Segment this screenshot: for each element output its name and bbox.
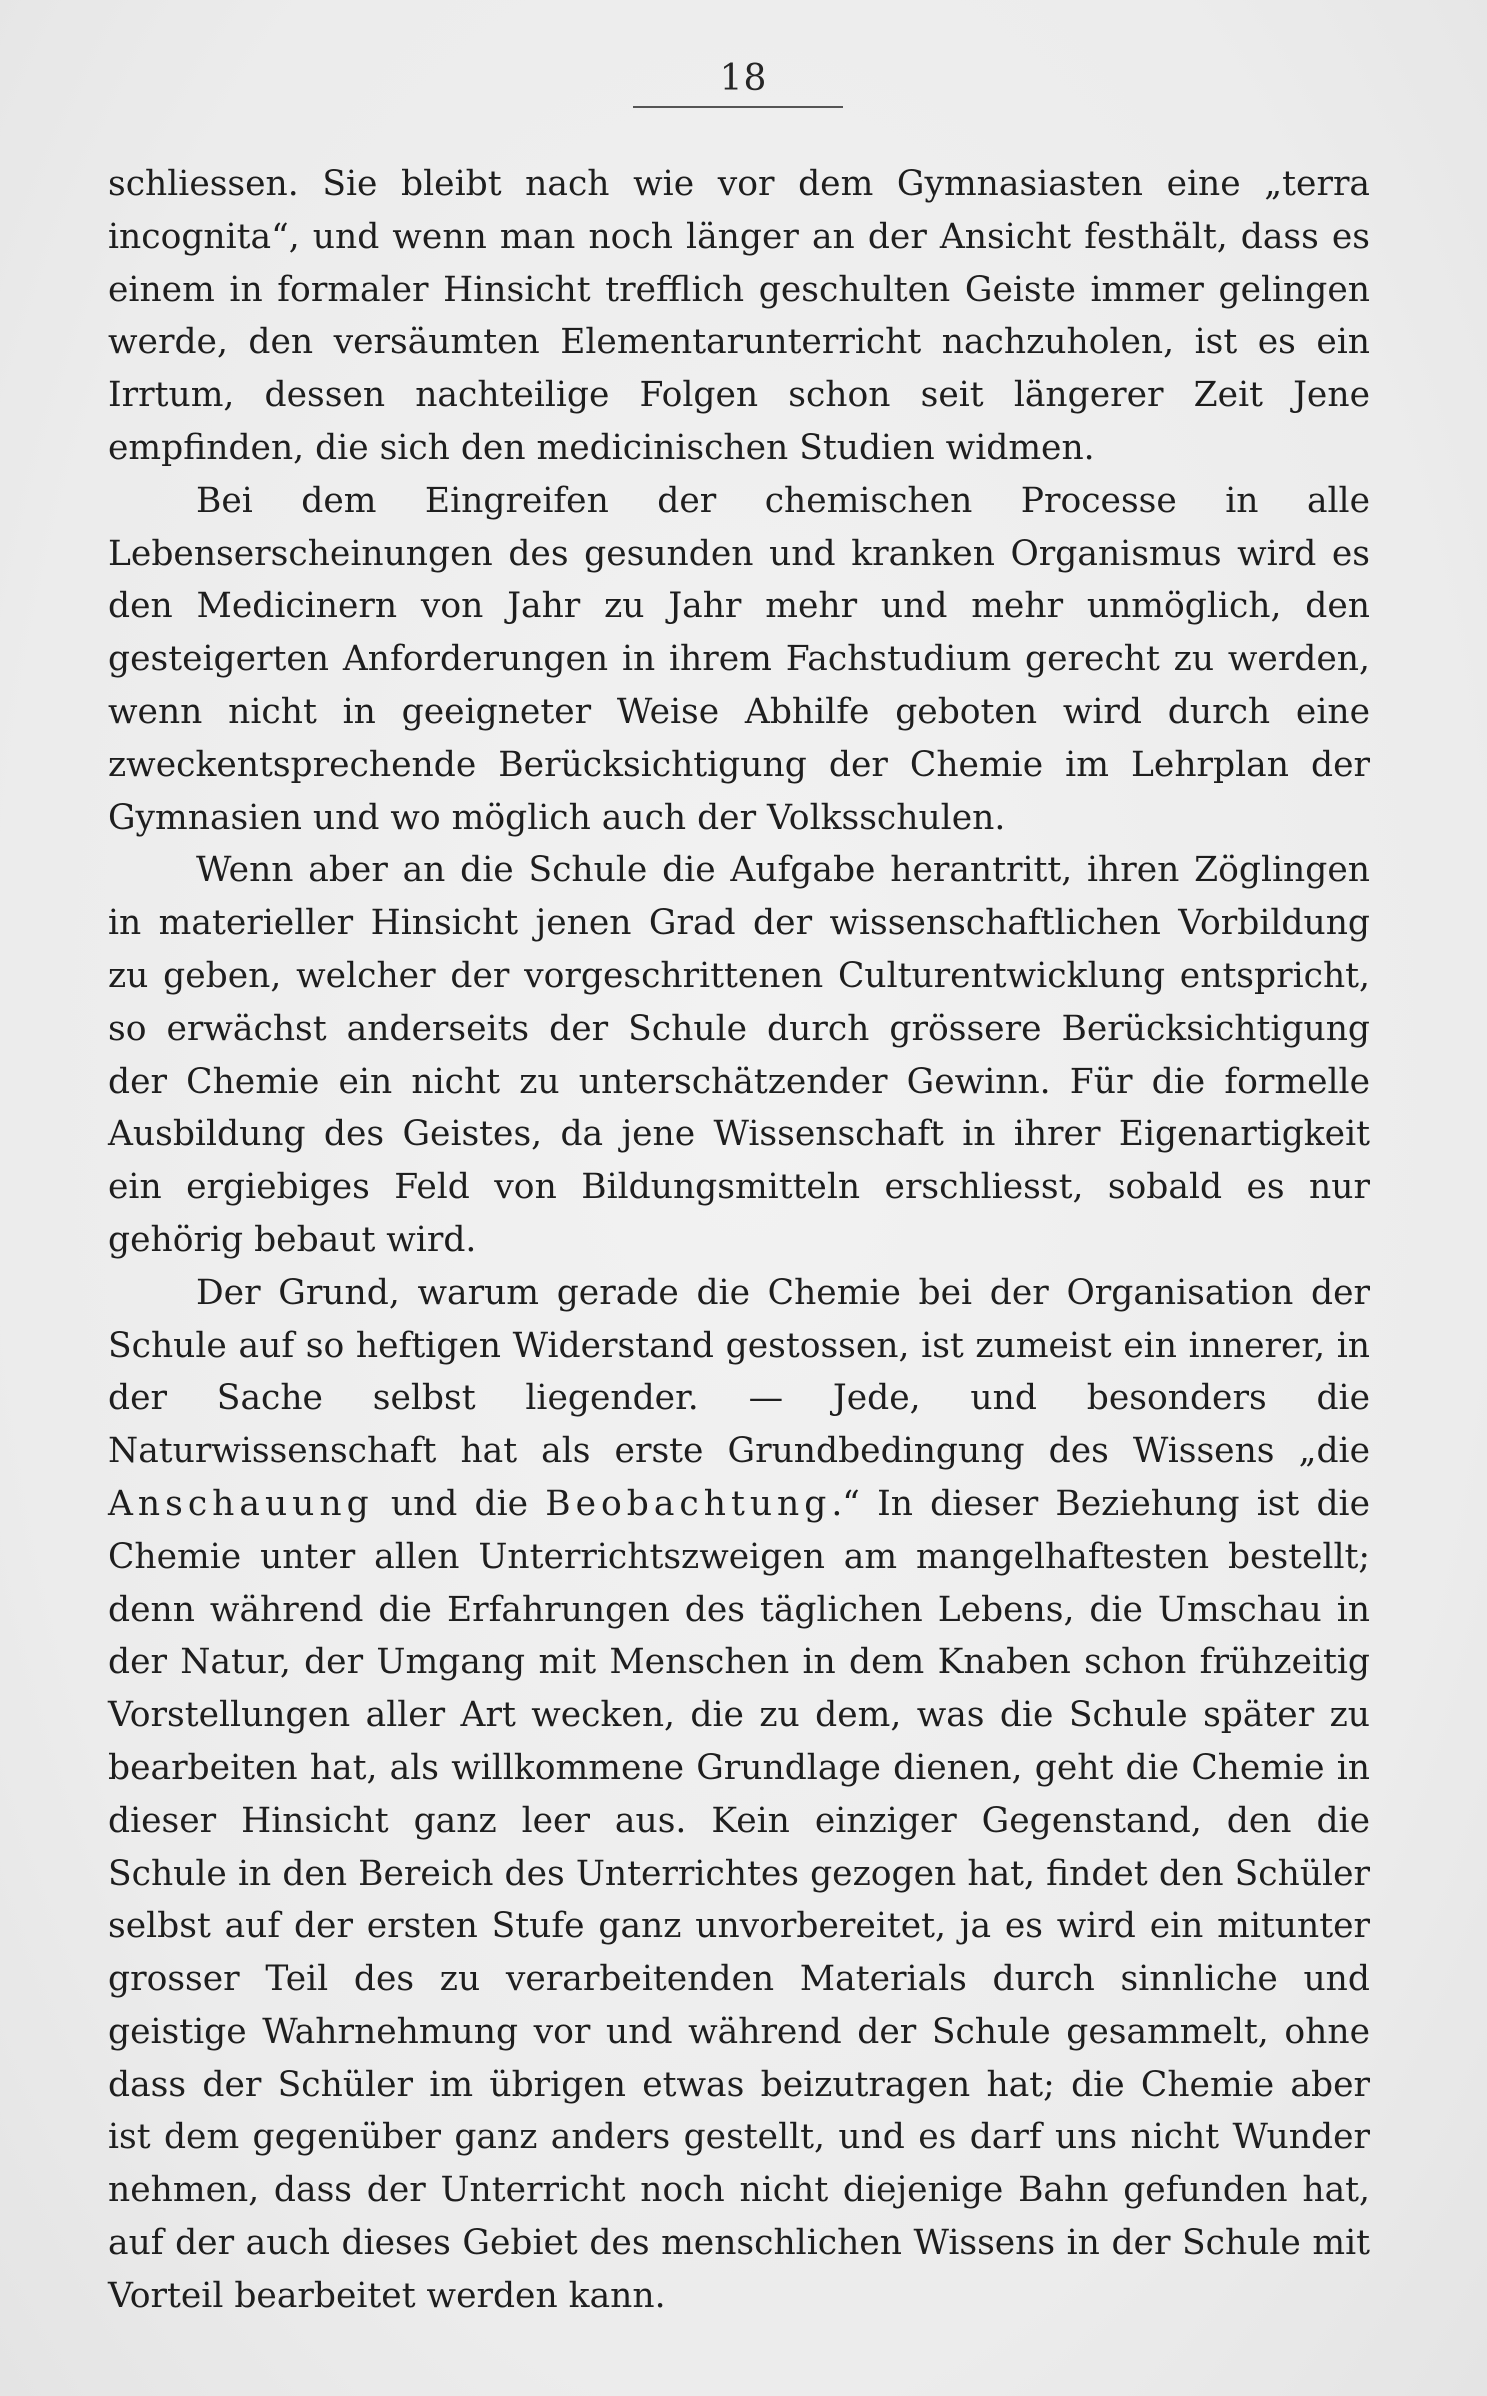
paragraph-4-text-middle: und die: [373, 1483, 546, 1524]
header-rule: [633, 106, 843, 108]
paragraph-3: Wenn aber an die Schule die Aufgabe herantritt, ihren Zöglingen in materieller Hinsicht jenen Grad der wissenschaftlichen Vorbildung zu geben, welcher der vorgeschrittenen Culturentwicklung entspricht, so erwächst anderseits der Schule durch grössere Berücksichtigung der Chemie ein nicht zu unterschätzender Gewinn. Für die formelle Ausbildung des Geistes, da jene Wissenschaft in ihrer Eigenartigkeit ein ergiebiges Feld von Bildungsmitteln erschliesst, sobald es nur gehörig bebaut wird.: [108, 850, 1370, 1260]
paragraph-4-text-before: Der Grund, warum gerade die Chemie bei der Organisation der Schule auf so heftigen Widerstand gestossen, ist zumeist ein innerer, in der Sache selbst liegender. — Jede, und besonders die Naturwissenschaft hat als erste Grundbedingung des Wissens „die: [108, 1272, 1370, 1472]
spaced-term-anschauung: Anschauung: [108, 1483, 374, 1524]
body-text: [108, 158, 1370, 2323]
paragraph-4: [108, 1267, 1370, 2323]
spaced-term-beobachtung: Beobachtung: [545, 1483, 832, 1524]
paragraph-1: schliessen. Sie bleibt nach wie vor dem Gymnasiasten eine „terra incognita“, und wenn man noch länger an der Ansicht festhält, dass es einem in formaler Hinsicht trefflich geschulten Geiste immer gelingen werde, den versäumten Elementarunterricht nachzuholen, ist es ein Irrtum, dessen nachteilige Folgen schon seit längerer Zeit Jene empfinden, die sich den medicinischen Studien widmen.: [108, 164, 1370, 468]
paragraph-2: Bei dem Eingreifen der chemischen Processe in alle Lebenserscheinungen des gesunden und kranken Organismus wird es den Medicinern von Jahr zu Jahr mehr und mehr unmöglich, den gesteigerten Anforderungen in ihrem Fachstudium gerecht zu werden, wenn nicht in geeigneter Weise Abhilfe geboten wird durch eine zweckentsprechende Berücksichtigung der Chemie im Lehrplan der Gymnasien und wo möglich auch der Volksschulen.: [108, 480, 1370, 838]
paragraph-4-text-after: .“ In dieser Beziehung ist die Chemie unter allen Unterrichtszweigen am mangelhaftesten bestellt; denn während die Erfahrungen des täglichen Lebens, die Umschau in der Natur, der Umgang mit Menschen in dem Knaben schon frühzeitig Vorstellungen aller Art wecken, die zu dem, was die Schule später zu bearbeiten hat, als willkommene Grundlage dienen, geht die Chemie in dieser Hinsicht ganz leer aus. Kein einziger Gegenstand, den die Schule in den Bereich des Unterrichtes gezogen hat, findet den Schüler selbst auf der ersten Stufe ganz unvorbereitet, ja es wird ein mitunter grosser Teil des zu verarbeitenden Materials durch sinnliche und geistige Wahrnehmung vor und während der Schule gesammelt, ohne dass der Schüler im übrigen etwas beizutragen hat; die Chemie aber ist dem gegenüber ganz anders gestellt, und es darf uns nicht Wunder nehmen, dass der Unterricht noch nicht diejenige Bahn gefunden hat, auf der auch dieses Gebiet des menschlichen Wissens in der Schule mit Vorteil bearbeitet werden kann.: [108, 1483, 1370, 2316]
page-number: 18: [719, 58, 768, 99]
